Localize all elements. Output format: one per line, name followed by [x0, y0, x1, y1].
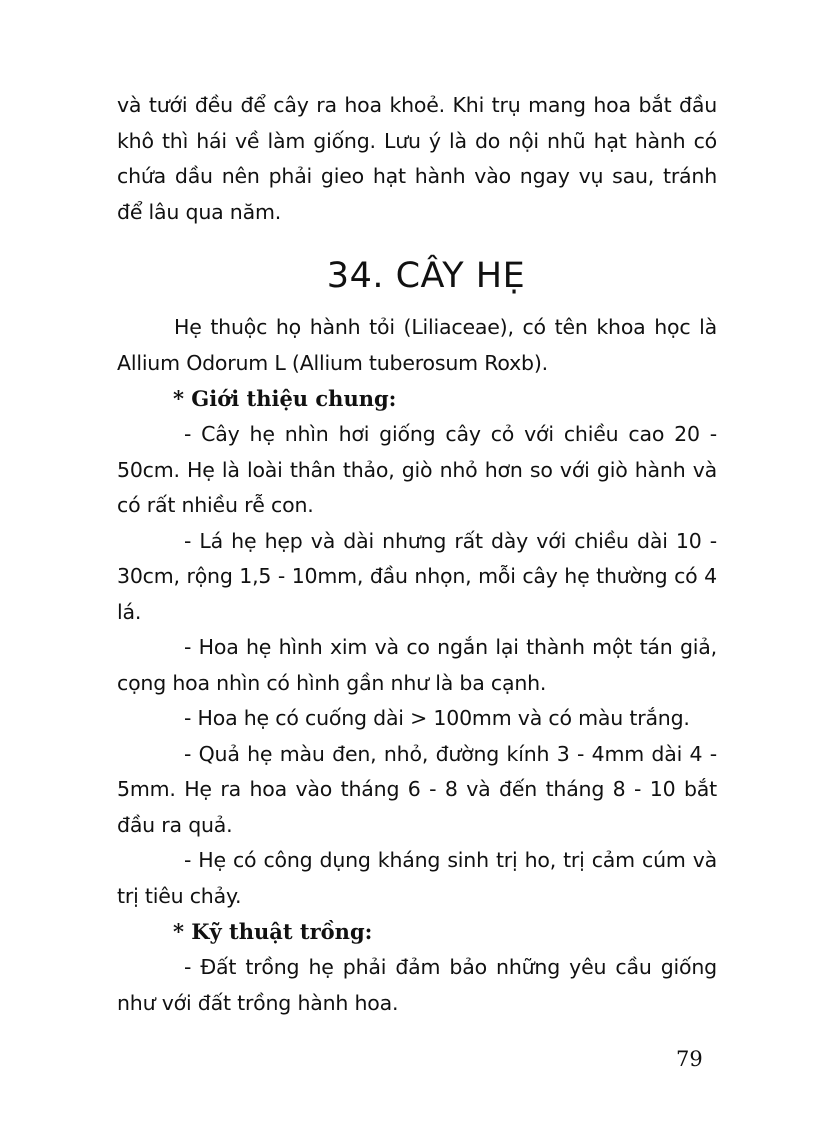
section-title: 34. CÂY HẸ [326, 256, 526, 296]
general-item: - Hoa hẹ hình xim và co ngắn lại thành một tán giả, cọng hoa nhìn có hình gần như là ba cạnh. [117, 635, 717, 695]
section-intro-paragraph: Hẹ thuộc họ hành tỏi (Liliaceae), có tên khoa học là Allium Odorum L (Allium tuberosum Roxb). [117, 315, 717, 375]
general-heading: * Giới thiệu chung: [173, 386, 397, 411]
general-item: - Hẹ có công dụng kháng sinh trị ho, trị cảm cúm và trị tiêu chảy. [117, 848, 717, 908]
technique-item: - Đất trồng hẹ phải đảm bảo những yêu cầu giống như với đất trồng hành hoa. [117, 955, 717, 1015]
page-number: 79 [676, 1047, 703, 1071]
technique-heading: * Kỹ thuật trồng: [173, 919, 373, 944]
general-item: - Quả hẹ màu đen, nhỏ, đường kính 3 - 4mm dài 4 - 5mm. Hẹ ra hoa vào tháng 6 - 8 và đến tháng 8 - 10 bắt đầu ra quả. [117, 741, 717, 837]
general-item: - Cây hẹ nhìn hơi giống cây cỏ với chiều cao 20 - 50cm. Hẹ là loài thân thảo, giò nhỏ hơn so với giò hành và có rất nhiều rễ con. [117, 422, 717, 517]
general-item: - Hoa hẹ có cuống dài > 100mm và có màu trắng. [184, 706, 690, 730]
general-item: - Lá hẹ hẹp và dài nhưng rất dày với chiều dài 10 - 30cm, rộng 1,5 - 10mm, đầu nhọn, mỗi cây hẹ thường có 4 lá. [117, 528, 717, 624]
continuation-paragraph: và tưới đều để cây ra hoa khoẻ. Khi trụ mang hoa bắt đầu khô thì hái về làm giống. Lưu ý là do nội nhũ hạt hành có chứa dầu nên phải gieo hạt hành vào ngay vụ sau, tránh để lâu qua năm. [117, 93, 717, 224]
page-content [117, 88, 717, 1021]
